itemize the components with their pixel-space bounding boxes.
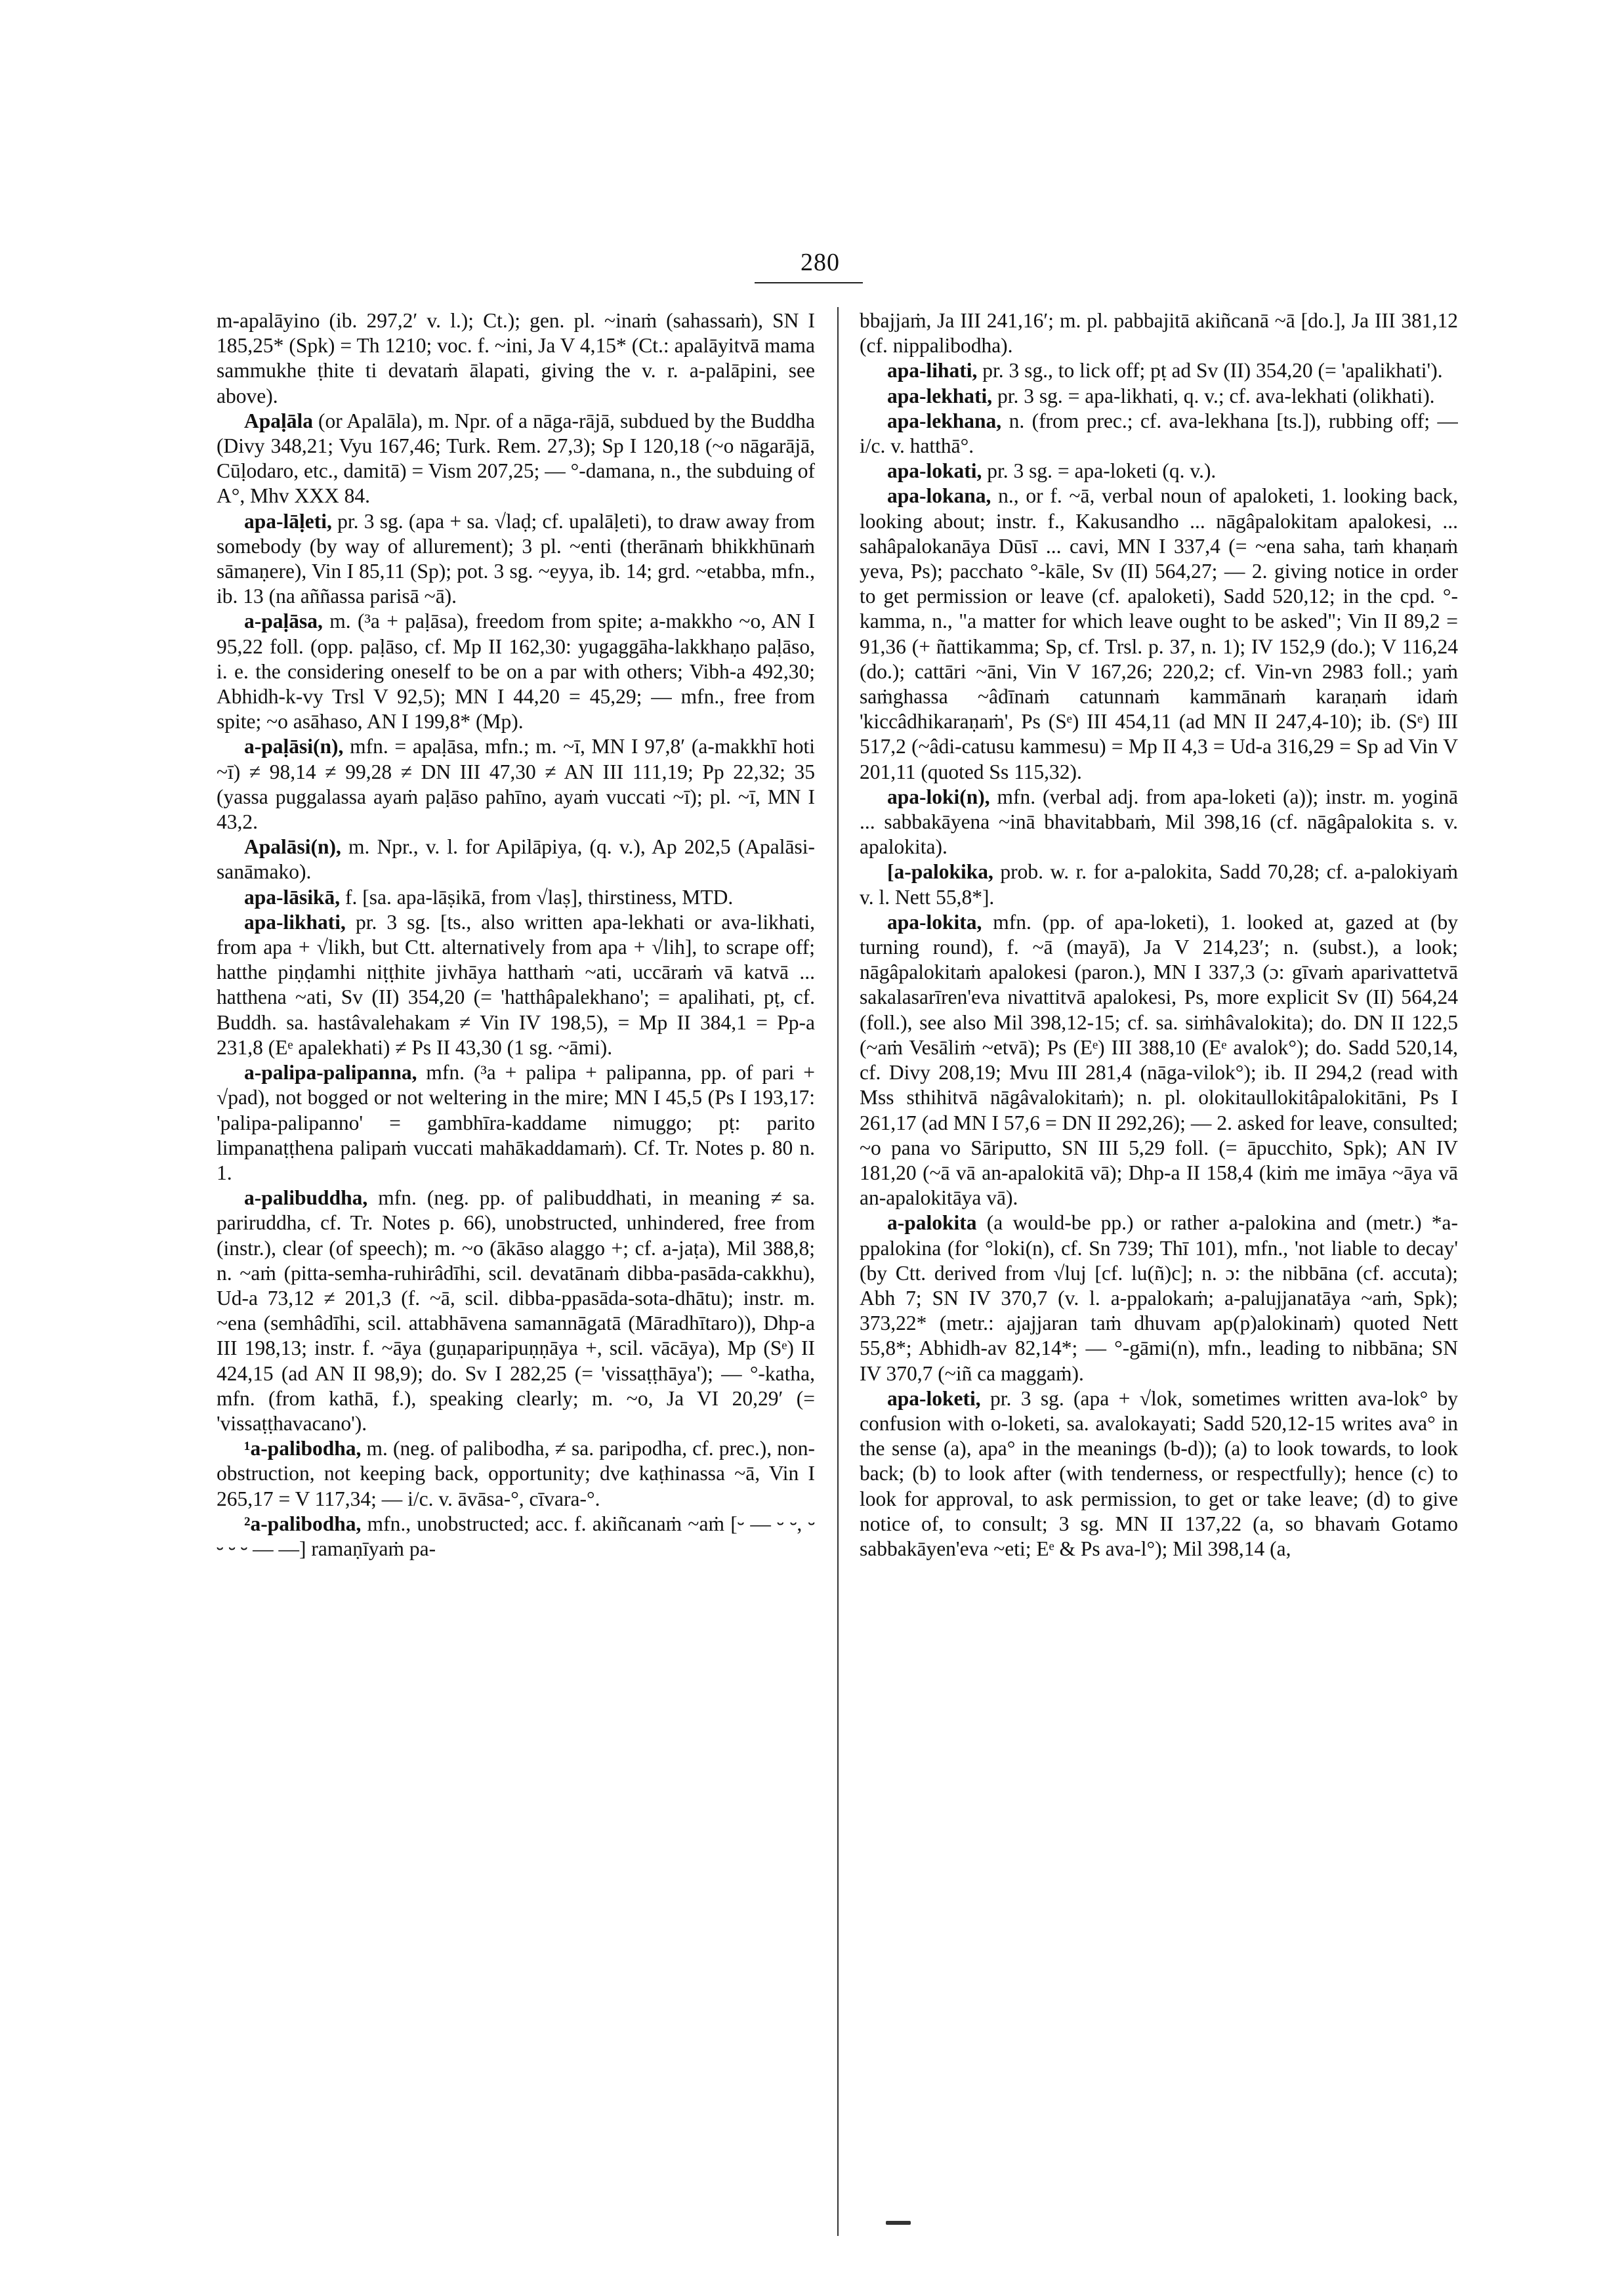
footer-mark [886, 2221, 911, 2225]
entry-headword: Apalāsi(n), [244, 835, 341, 859]
dictionary-entry [860, 910, 1458, 1210]
entry-text: pr. 3 sg. = apa-likhati, q. v.; cf. ava-lekhati (olikhati). [997, 384, 1435, 407]
entry-headword: a-palibuddha, [244, 1186, 368, 1210]
entry-text: prob. w. r. for a-palokita, Sadd 70,28; cf. a-palokiyaṁ v. l. Nett 55,8*]. [860, 860, 1458, 909]
dictionary-entry [217, 910, 815, 1060]
entry-text: n. (from prec.; cf. ava-lekhana [ts.]), rubbing off; — i/c. v. hatthā°. [860, 409, 1458, 458]
entry-headword: apa-lihati, [887, 359, 978, 382]
entry-text: m. (³a + paḷāsa), freedom from spite; a-makkho ~o, AN I 95,22 foll. (opp. paḷāso, cf. Mp II 162,30: yugaggāha-lakkhaṇo paḷāso, i. e. the considering oneself to be on a par with others; Vibh-a 492,30; Abhidh-k-vy Trsl V 92,5); MN I 44,20 = 45,29; — mfn., free from spite; ~o asāhaso, AN I 199,8* (Mp). [217, 610, 815, 734]
entry-headword: apa-lokana, [887, 484, 991, 508]
entry-headword: apa-likhati, [244, 910, 346, 934]
dictionary-entry [217, 609, 815, 734]
right-column [860, 308, 1458, 2224]
entry-headword: a-palokita [887, 1211, 977, 1235]
entry-text: mfn., unobstructed; acc. f. akiñcanaṁ ~aṁ [⏑ — ⏑ ⏑, ⏑ ⏑ ⏑ ⏑ — —] ramaṇīyaṁ pa- [217, 1512, 815, 1560]
dictionary-entry [217, 509, 815, 610]
entry-text: pr. 3 sg. (apa + √lok, sometimes written ava-lok° by confusion with o-loketi, sa. avalokayati; Sadd 520,12-15 writes ava° in the sense (a), apa° in the meanings (b-d)); (a) to look towards, to look back; (b) to look after (with tenderness, or respectfully); hence (c) to look for approval, to ask permission, to get or take leave; (d) to give notice of, to consult; 3 sg. MN II 137,22 (a, so bhavaṁ Gotamo sabbakāyen'eva ~eti; Eᵉ & Ps ava-l°); Mil 398,14 (a, [860, 1386, 1458, 1560]
entry-headword: apa-lokita, [887, 910, 982, 934]
dictionary-entry [860, 785, 1458, 860]
entry-text: n., or f. ~ā, verbal noun of apaloketi, 1. looking back, looking about; instr. f., Kakusandho ... nāgâpalokitam apalokesi, ... sahâpalokanāya Dūsī ... cavi, MN I 337,4 (= ~ena saha, taṁ khaṇaṁ yeva, Ps); pacchato °-kāle, Sv (II) 564,27; — 2. giving notice in order to get permission or leave (cf. apaloketi), Sadd 520,12; in the cpd. °-kamma, n., "a matter for which leave ought to be asked"; Vin II 89,2 = 91,36 (+ ñattikamma; Sp, cf. Trsl. p. 37, n. 1); IV 152,9 (do.); V 116,24 (do.); cattāri ~āni, Vin V 167,26; 220,2; cf. Vin-vn 2983 foll.; yaṁ saṁghassa ~âdīnaṁ catunnaṁ kammānaṁ karaṇaṁ idaṁ 'kiccâdhikaraṇaṁ', Ps (Sᵉ) III 454,11 (ad MN II 247,4-10); ib. (Sᵉ) III 517,2 (~âdi-catusu kammesu) = Mp II 4,3 = Ud-a 316,29 = Sp ad Vin V 201,11 (quoted Ss 115,32). [860, 484, 1458, 783]
column-divider [837, 307, 839, 2236]
entry-text: mfn. = apaḷāsa, mfn.; m. ~ī, MN I 97,8′ (a-makkhī hoti ~ī) ≠ 98,14 ≠ 99,28 ≠ DN III 47,30 ≠ AN III 111,19; Pp 22,32; 35 (yassa puggalassa ayaṁ paḷāso pahīno, ayaṁ vuccati ~ī); pl. ~ī, MN I 43,2. [217, 735, 815, 834]
entry-headword: a-paḷāsi(n), [244, 735, 344, 758]
entry-headword: apa-lekhati, [887, 384, 993, 407]
dictionary-entry [860, 308, 1458, 358]
entry-text: m-apalāyino (ib. 297,2′ v. l.); Ct.); gen. pl. ~inaṁ (sahassaṁ), SN I 185,25* (Spk) = Th 1210; voc. f. ~ini, Ja V 4,15* (Ct.: apalāyitvā mama sammukhe ṭhite ti devataṁ ālapati, giving the v. r. a-palāpini, see above). [217, 309, 815, 407]
entry-text: mfn. (neg. pp. of palibuddhati, in meaning ≠ sa. pariruddha, cf. Tr. Notes p. 66), unobstructed, unhindered, free from (instr.), clear (of speech); m. ~o (ākāso alaggo +; cf. a-jaṭa), Mil 388,8; n. ~aṁ (pitta-semha-ruhirâdīhi, scil. devatānaṁ dibba-pasāda-cakkhu), Ud-a 73,12 ≠ 201,3 (f. ~ā, scil. dibba-ppasāda-sota-dhātu); instr. m. ~ena (semhâdīhi, scil. attabhāvena samannāgatā (Māradhītaro)), Dhp-a III 198,13; instr. f. ~āya (guṇaparipuṇṇāya +, scil. vācāya), Mp (Sᵉ) II 424,15 (ad AN II 98,9); do. Sv I 282,25 (= 'vissaṭṭhāya'); — °-katha, mfn. (from kathā, f.), speaking clearly; m. ~o, Ja VI 20,29′ (= 'vissaṭṭhavacano'). [217, 1186, 815, 1435]
dictionary-entry [860, 1210, 1458, 1386]
entry-text: pr. 3 sg. [ts., also written apa-lekhati or ava-likhati, from apa + √likh, but Ctt. alternatively from apa + √lih], to scrape off; hatthe piṇḍamhi niṭṭhite jivhāya hatthaṁ ~ati, uccāraṁ vā katvā ... hatthena ~ati, Sv (II) 354,20 (= 'hatthâpalekhano'; = apalihati, pṭ, cf. Buddh. sa. hastâvalehakam ≠ Vin IV 198,5), = Mp II 384,1 = Pp-a 231,8 (Eᵉ apalekhati) ≠ Ps II 43,30 (1 sg. ~āmi). [217, 910, 815, 1059]
entry-headword: apa-loki(n), [887, 785, 990, 808]
entry-text: pr. 3 sg., to lick off; pṭ ad Sv (II) 354,20 (= 'apalikhati'). [982, 359, 1443, 382]
entry-headword: apa-loketi, [887, 1386, 981, 1410]
entry-text: bbajjaṁ, Ja III 241,16′; m. pl. pabbajitā akiñcanā ~ā [do.], Ja III 381,12 (cf. nippalibodha). [860, 309, 1458, 358]
dictionary-entry [217, 1060, 815, 1186]
dictionary-entry [860, 384, 1458, 409]
entry-text: m. Npr., v. l. for Apilāpiya, (q. v.), Ap 202,5 (Apalāsi-sanāmako). [217, 835, 815, 884]
entry-headword: a-paḷāsa, [244, 610, 323, 633]
header-rule [755, 282, 863, 283]
dictionary-entry [860, 859, 1458, 909]
entry-headword: a-palipa-palipanna, [244, 1061, 417, 1085]
entry-headword: Apaḷāla [244, 409, 314, 432]
entry-headword: apa-lekhana, [887, 409, 1002, 432]
entry-headword: ²a-palibodha, [244, 1512, 362, 1535]
entry-text: (a would-be pp.) or rather a-palokina and (metr.) *a-ppalokina (for °loki(n), cf. Sn 739; Thī 101), mfn., 'not liable to decay' (by Ctt. derived from √luj [cf. lu(ñ)c]; n. ɔ: the nibbāna (cf. accuta); Abh 7; SN IV 370,7 (v. l. a-ppalokaṁ; a-palujjanatāya ~aṁ, Spk); 373,22* (metr.: ajajjaran taṁ dhuvam ap(p)alokinaṁ) quoted Nett 55,8*; Abhidh-av 82,14*; — °-gāmi(n), mfn., leading to nibbāna; SN IV 370,7 (~iñ ca maggaṁ). [860, 1211, 1458, 1385]
page-number: 280 [801, 249, 840, 276]
dictionary-entry [217, 885, 815, 910]
entry-headword: ¹a-palibodha, [244, 1437, 362, 1460]
dictionary-entry [217, 835, 815, 884]
entry-text: mfn. (³a + palipa + palipanna, pp. of pari + √pad), not bogged or not weltering in the mire; MN I 45,5 (Ps I 193,17: 'palipa-palipanno' = gambhīra-kaddame nimuggo; pṭ: parito limpanaṭṭhena palipaṁ vuccati mahākaddamaṁ). Cf. Tr. Notes p. 80 n. 1. [217, 1061, 815, 1184]
entry-headword: [a-palokika, [887, 860, 993, 884]
left-column [217, 308, 815, 2224]
dictionary-entry [860, 409, 1458, 459]
dictionary-entry [860, 459, 1458, 484]
dictionary-entry [860, 1386, 1458, 1561]
entry-headword: apa-lokati, [887, 459, 982, 483]
entry-text: m. (neg. of palibodha, ≠ sa. paripodha, cf. prec.), non-obstruction, not keeping back, opportunity; dve kaṭhinassa ~ā, Vin I 265,17 = V 117,34; — i/c. v. āvāsa-°, cīvara-°. [217, 1437, 815, 1510]
entry-text: (or Apalāla), m. Npr. of a nāga-rājā, subdued by the Buddha (Divy 348,21; Vyu 167,46; Turk. Rem. 27,3); Sp I 120,18 (~o nāgarājā, Cūḷodaro, etc., damitā) = Vism 207,25; — °-damana, n., the subduing of A°, Mhv XXX 84. [217, 409, 815, 508]
dictionary-entry [217, 1436, 815, 1512]
entry-text: pr. 3 sg. (apa + sa. √laḍ; cf. upalāḷeti), to draw away from somebody (by way of allurement); 3 pl. ~enti (therānaṁ bhikkhūnaṁ sāmaṇere), Vin I 85,11 (Sp); pot. 3 sg. ~eyya, ib. 14; grd. ~etabba, mfn., ib. 13 (na aññassa parisā ~ā). [217, 509, 815, 608]
entry-text: mfn. (verbal adj. from apa-loketi (a)); instr. m. yoginā ... sabbakāyena ~inā bhavitabbaṁ, Mil 398,16 (cf. nāgâpalokita s. v. apalokita). [860, 785, 1458, 859]
dictionary-entry [217, 1186, 815, 1436]
entry-text: mfn. (pp. of apa-loketi), 1. looked at, gazed at (by turning round), f. ~ā (mayā), Ja V 214,23′; n. (subst.), a look; nāgâpalokitaṁ apalokesi (paron.), MN I 337,3 (ɔ: gīvaṁ aparivattetvā sakalasarīren'eva nivattitvā apalokesi, Ps, more explicit Sv (II) 564,24 (foll.), see also Mil 398,12-15; cf. sa. siṁhâvalokita); do. DN II 122,5 (~aṁ Vesāliṁ ~etvā); Ps (Eᵉ) III 388,10 (Eᵉ avalok°); do. Sadd 520,14, cf. Divy 208,19; Mvu III 281,4 (nāga-vilok°); ib. II 294,2 (read with Mss sthihitvā nāgâvalokitaṁ); n. pl. olokitaullokitâpalokitāni, Ps I 261,17 (ad MN I 57,6 = DN II 292,26); — 2. asked for leave, consulted; ~o pana vo Sāriputto, SN III 5,29 foll. (= āpucchito, Spk); AN IV 181,20 (~ā vā an-apalokitā vā); Dhp-a II 158,4 (kiṁ me imāya ~āya vā an-apalokitāya vā). [860, 910, 1458, 1210]
dictionary-entry [217, 1512, 815, 1561]
dictionary-entry [860, 484, 1458, 784]
dictionary-entry [217, 308, 815, 409]
dictionary-entry [217, 409, 815, 509]
entry-headword: apa-lāsikā, [244, 885, 341, 909]
entry-text: f. [sa. apa-lāṣikā, from √laṣ], thirstiness, MTD. [345, 885, 734, 909]
entry-text: pr. 3 sg. = apa-loketi (q. v.). [987, 459, 1217, 483]
dictionary-entry [860, 358, 1458, 383]
entry-headword: apa-lāḷeti, [244, 509, 332, 533]
dictionary-entry [217, 734, 815, 835]
